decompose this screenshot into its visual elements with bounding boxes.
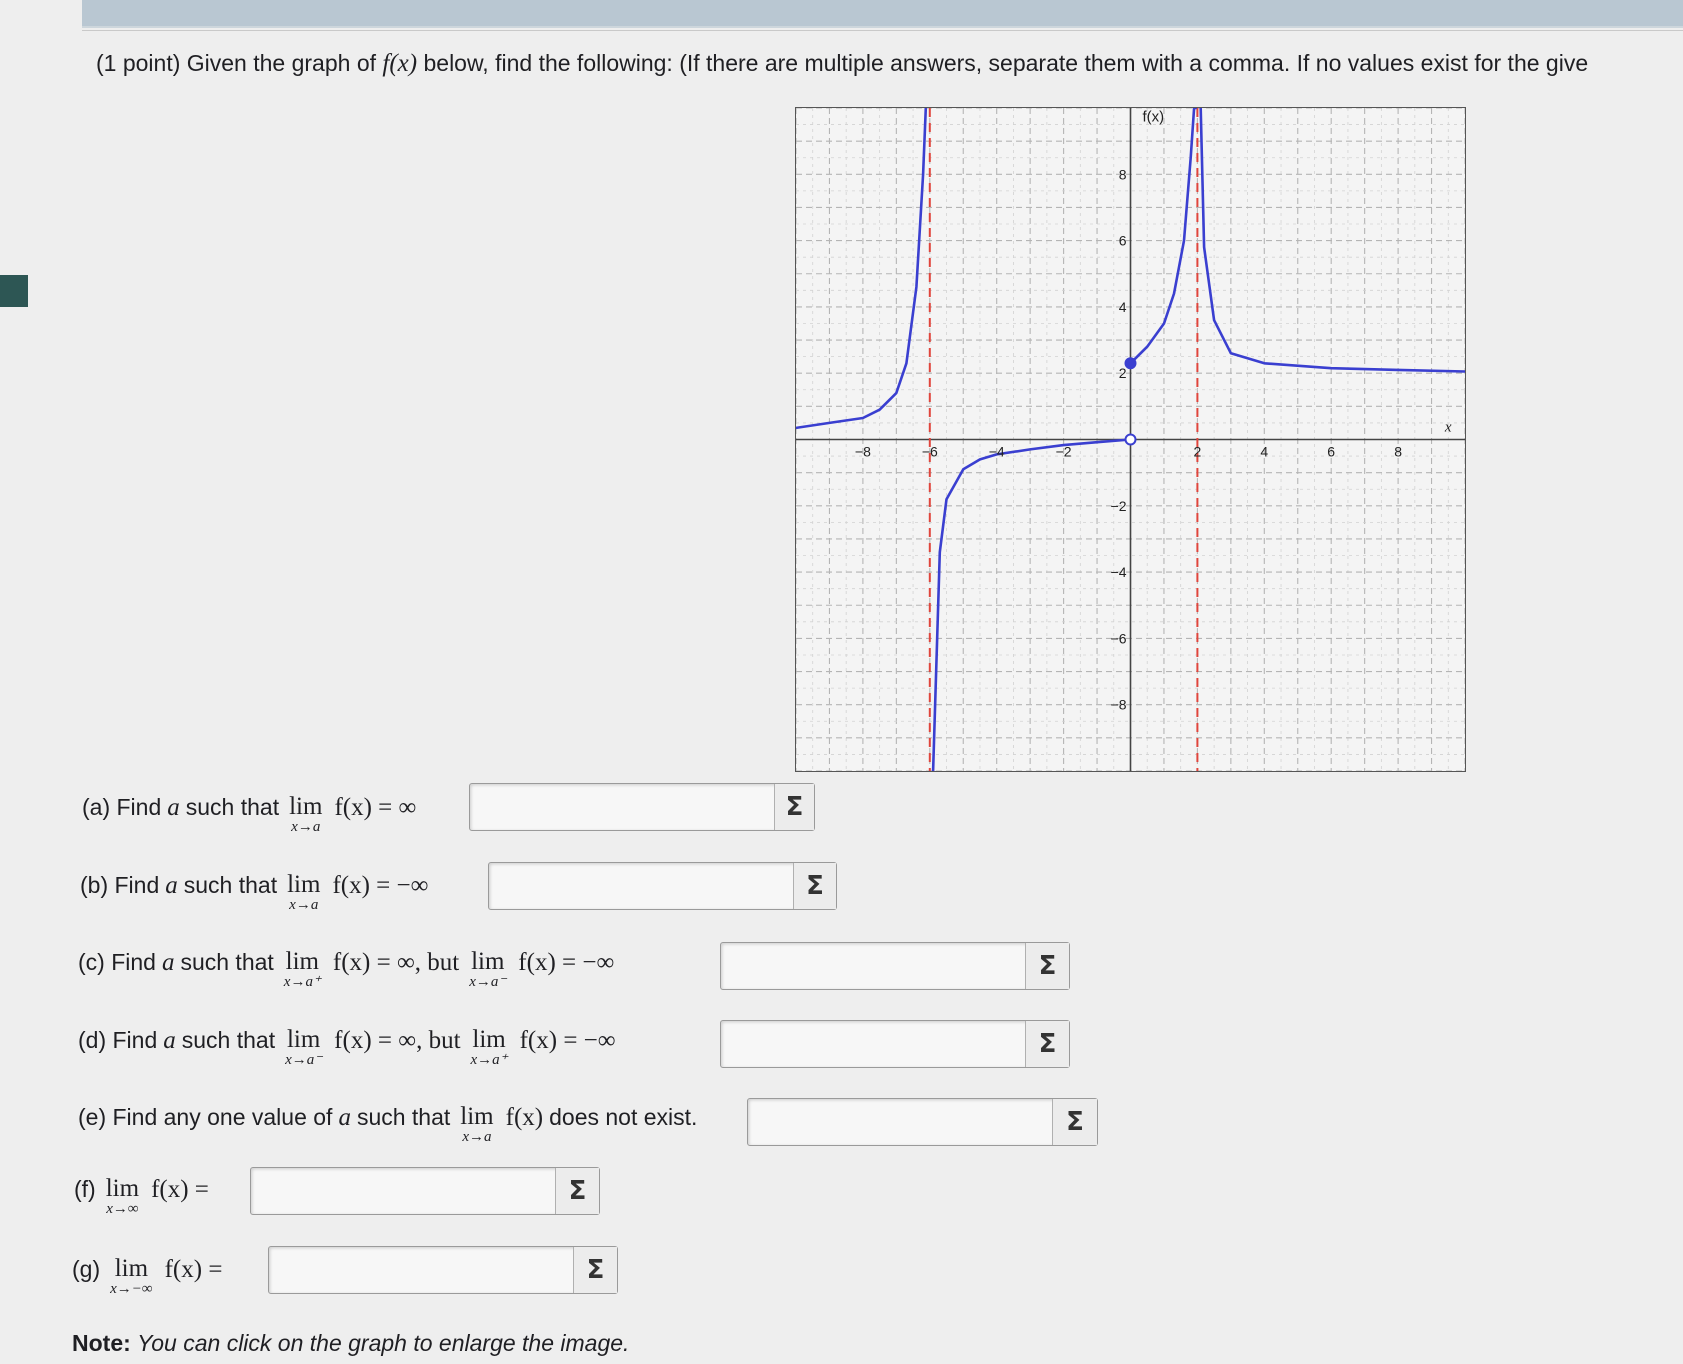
answer-a-input[interactable] [470,784,774,830]
equation-editor-a-button[interactable]: Σ [774,784,814,830]
y-tick-label: 2 [1118,365,1127,382]
y-tick-label: −6 [1110,630,1127,647]
x-tick-label: −2 [1055,443,1072,460]
filled-point [1126,358,1136,368]
y-tick-label: 8 [1118,166,1127,183]
answer-e-input[interactable] [748,1099,1052,1145]
equation-editor-b-button[interactable]: Σ [793,863,836,909]
equation-editor-g-button[interactable]: Σ [573,1247,617,1293]
answer-b-input[interactable] [489,863,793,909]
equation-editor-e-button[interactable]: Σ [1052,1099,1097,1145]
answer-d-box [720,1020,1070,1068]
answer-f-box [250,1167,600,1215]
answer-b-box [488,862,837,910]
note: Note: You can click on the graph to enlarge the image. [72,1330,630,1356]
y-tick-label: −2 [1110,497,1127,514]
divider [82,30,1683,31]
y-tick-label: −8 [1110,696,1127,713]
answer-g-box [268,1246,618,1294]
x-tick-label: −4 [988,443,1005,460]
x-tick-label: 4 [1260,443,1269,460]
answer-c-input[interactable] [721,943,1025,989]
question-d: (d) Find a such that lim x→a⁻ f(x) = ∞, but lim x→a⁺ f(x) = −∞ [78,1026,616,1068]
function-curve [1131,108,1196,363]
header-band [82,0,1683,28]
side-tab[interactable] [0,275,28,307]
equation-editor-d-button[interactable]: Σ [1025,1021,1069,1067]
x-tick-label: 8 [1394,443,1402,460]
function-curve [796,108,926,428]
problem-statement: (1 point) Given the graph of f(x) below, find the following: (If there are multiple answers, separate them with a comma. If no values exist for the give [96,50,1589,77]
open-point [1126,435,1136,445]
answer-g-input[interactable] [269,1247,573,1293]
question-g: (g) lim x→−∞ f(x) = [72,1255,223,1297]
answer-c-box [720,942,1070,990]
y-tick-label: 4 [1118,298,1127,315]
x-tick-label: −6 [921,443,938,460]
y-axis-label: f(x) [1142,108,1165,126]
x-tick-label: 6 [1327,443,1336,460]
fx-symbol: f(x) [382,50,418,77]
answer-a-box [469,783,815,831]
question-a: (a) Find a such that lim x→a f(x) = ∞ [82,793,417,835]
question-f: (f) lim x→∞ f(x) = [74,1175,209,1217]
function-graph[interactable] [795,107,1466,772]
question-c: (c) Find a such that lim x→a⁺ f(x) = ∞, but lim x→a⁻ f(x) = −∞ [78,948,615,990]
question-b: (b) Find a such that lim x→a f(x) = −∞ [80,871,429,913]
y-tick-label: −4 [1110,564,1127,581]
answer-e-box [747,1098,1098,1146]
equation-editor-c-button[interactable]: Σ [1025,943,1069,989]
function-curve [1201,108,1465,372]
x-tick-label: 2 [1193,443,1202,460]
x-tick-label: −8 [854,443,871,460]
answer-f-input[interactable] [251,1168,555,1214]
answer-d-input[interactable] [721,1021,1025,1067]
question-e: (e) Find any one value of a such that lim x→a f(x) does not exist. [78,1103,698,1145]
equation-editor-f-button[interactable]: Σ [555,1168,599,1214]
y-tick-label: 6 [1118,232,1127,249]
x-axis-label: x [1444,419,1452,436]
